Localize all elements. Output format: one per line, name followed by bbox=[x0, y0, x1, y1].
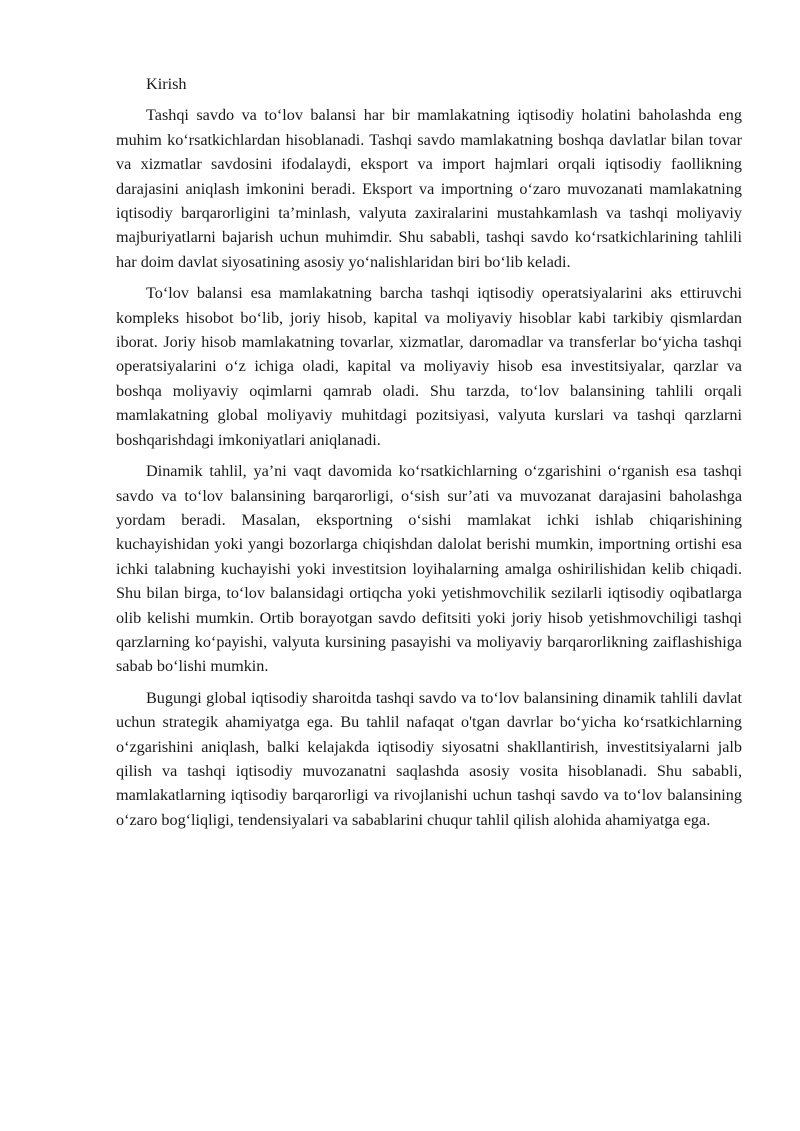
paragraph-foreign-trade: Tashqi savdo va to‘lov balansi har bir mamlakatning iqtisodiy holatini baholashda eng muhim ko‘rsatkichlardan hisoblanadi. Tashqi savdo mamlakatning boshqa davlatlar bilan tovar va xizmatlar savdosini ifodalaydi, eksport va import hajmlari orqali iqtisodiy faollikning darajasini aniqlash imkonini beradi. Eksport va importning o‘zaro muvozanati mamlakatning iqtisodiy barqarorligini ta’minlash, valyuta zaxiralarini mustahkamlash va tashqi moliyaviy majburiyatlarni bajarish uchun muhimdir. Shu sababli, tashqi savdo ko‘rsatkichlarining tahlili har doim davlat siyosatining asosiy yo‘nalishlaridan biri bo‘lib keladi. bbox=[116, 106, 742, 271]
paragraph-global-conditions: Bugungi global iqtisodiy sharoitda tashqi savdo va to‘lov balansining dinamik tahlili davlat uchun strategik ahamiyatga ega. Bu tahlil nafaqat o'tgan davrlar bo‘yicha ko‘rsatkichlarning o‘zgarishini aniqlash, balki kelajakda iqtisodiy siyosatni shakllantirish, investitsiyalarni jalb qilish va tashqi iqtisodiy muvozanatni saqlashda asosiy vosita hisoblanadi. Shu sababli, mamlakatlarning iqtisodiy barqarorligi va rivojlanishi uchun tashqi savdo va to‘lov balansining o‘zaro bog‘liqligi, tendensiyalari va sabablarini chuqur tahlil qilish alohida ahamiyatga ega. bbox=[116, 688, 742, 829]
paragraph-balance-of-payments: To‘lov balansi esa mamlakatning barcha tashqi iqtisodiy operatsiyalarini aks ettiruvchi kompleks hisobot bo‘lib, joriy hisob, kapital va moliyaviy hisoblar kabi tarkibiy qismlardan iborat. Joriy hisob mamlakatning tovarlar, xizmatlar, daromadlar va transferlar bo‘yicha tashqi operatsiyalarini o‘z ichiga oladi, kapital va moliyaviy hisob esa investitsiyalar, qarzlar va boshqa moliyaviy oqimlarni qamrab oladi. Shu tarzda, to‘lov balansining tahlili orqali mamlakatning global moliyaviy muhitdagi pozitsiyasi, valyuta kurslari va tashqi qarzlarni boshqarishdagi imkoniyatlari aniqlanadi. bbox=[116, 284, 742, 449]
paragraph-dynamic-analysis: Dinamik tahlil, ya’ni vaqt davomida ko‘rsatkichlarning o‘zgarishini o‘rganish esa tashqi savdo va to‘lov balansining barqarorligi, o‘sish sur’ati va muvozanat darajasini baholashga yordam beradi. Masalan, eksportning o‘sishi mamlakat ichki ishlab chiqarishining kuchayishidan yoki yangi bozorlarga chiqishdan dalolat berishi mumkin, importning ortishi esa ichki talabning kuchayishi yoki investitsion loyihalarning amalga oshirilishidan kelib chiqadi. Shu bilan birga, to‘lov balansidagi ortiqcha yoki yetishmovchilik sezilarli iqtisodiy oqibatlarga olib kelishi mumkin. Ortib borayotgan savdo defitsiti yoki joriy hisob yetishmovchiligi tashqi qarzlarning ko‘payishi, valyuta kursining pasayishi va moliyaviy barqarorlikning zaiflashishiga sabab bo‘lishi mumkin. bbox=[116, 462, 742, 676]
section-heading: Kirish bbox=[146, 75, 187, 93]
document-page bbox=[116, 72, 742, 839]
